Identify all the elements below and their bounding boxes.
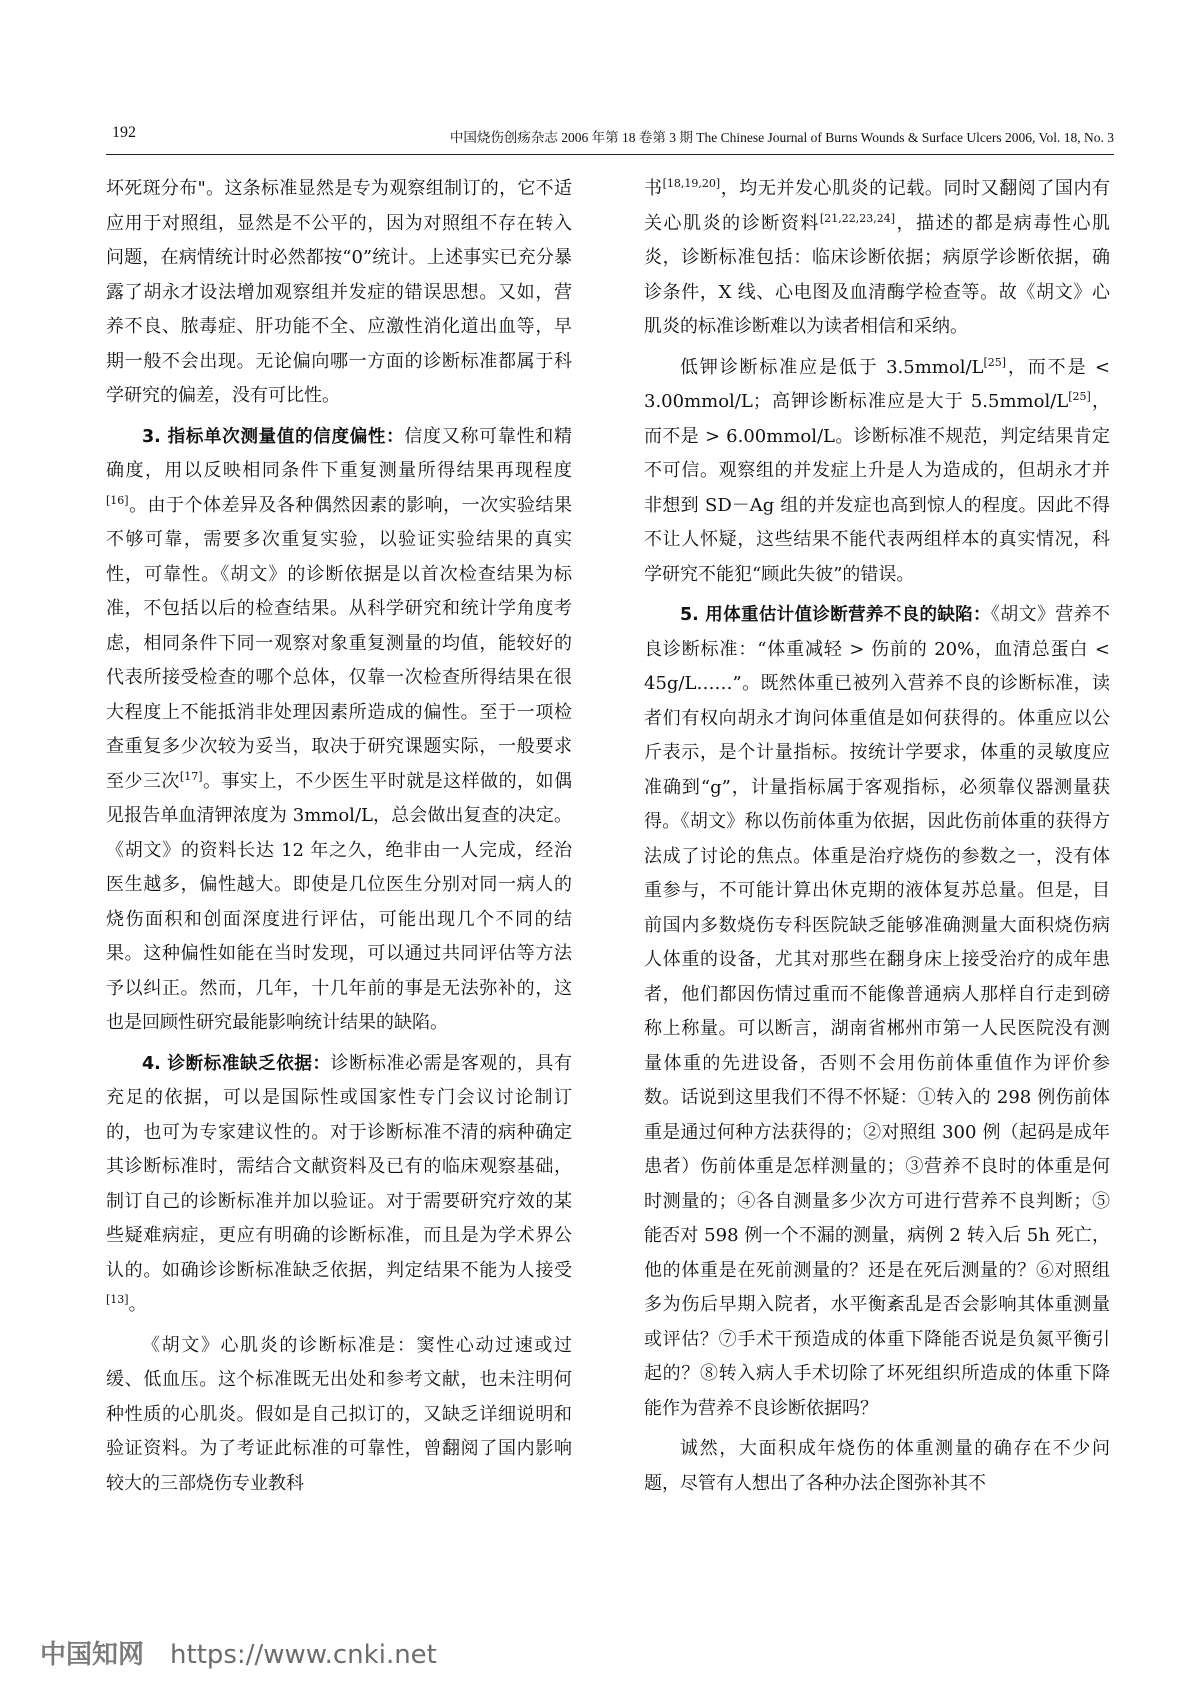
paragraph-diagnosis-criteria: 4. 诊断标准缺乏依据：诊断标准必需是客观的，具有充足的依据，可以是国际性或国家性专门会议讨论制订的，也可为专家建议性的。对于诊断标准不清的病种确定其诊断标准时，需结合文献资料及已有的临床观察基础，制订自己的诊断标准并加以验证。对于需要研究疗效的某些疑难病症，更应有明确的诊断标准，而且是为学术界公认的。如确诊诊断标准缺乏依据，判定结果不能为人接受[13]。 <box>106 1052 572 1315</box>
citation: [17] <box>179 769 203 783</box>
paragraph-body-weight: 5. 用体重估计值诊断营养不良的缺陷：《胡文》营养不良诊断标准：“体重减轻 > 伤前的 20%，血清总蛋白 < 45g/L……”。既然体重已被列入营养不良的诊断标准，读者们有权向胡永才询问体重值是如何获得的。体重应以公斤表示，是个计量指标。按统计学要求，体重的灵敏度应准确到“g”，计量指标属于客观指标，必须靠仪器测量获得。《胡文》称以伤前体重为依据，因此伤前体重的获得方法成了讨论的焦点。体重是治疗烧伤的参数之一，没有体重参与，不可能计算出休克期的液体复苏总量。但是，目前国内多数烧伤专科医院缺乏能够准确测量大面积烧伤病人体重的设备，尤其对那些在翻身床上接受治疗的成年患者，他们都因伤情过重而不能像普通病人那样自行走到磅称上称量。可以断言，湖南省郴州市第一人民医院没有测量体重的先进设备，否则不会用伤前体重值作为评价参数。话说到这里我们不得不怀疑：①转入的 298 例伤前体重是通过何种方法获得的；②对照组 300 例（起码是成年患者）伤前体重是怎样测量的；③营养不良时的体重是何时测量的；④各自测量多少次方可进行营养不良判断；⑤能否对 598 例一个不漏的测量，病例 2 转入后 5h 死亡，他的体重是在死前测量的？还是在死后测量的？⑥对照组多为伤后早期入院者，水平衡紊乱是否会影响其体重测量或评估？⑦手术干预造成的体重下降能否说是负氮平衡引起的？⑧转入病人手术切除了坏死组织所造成的体重下降能作为营养不良诊断依据吗？ <box>644 604 1110 1419</box>
citation: [25] <box>1068 390 1091 403</box>
citation: [25] <box>983 355 1007 369</box>
paragraph-continued: 坏死斑分布"。这条标准显然是专为观察组制订的，它不适应用于对照组，显然是不公平的，因为对照组不存在转入问题，在病情统计时必然都按“0”统计。上述事实已充分暴露了胡永才设法增加观察组并发症的错误思想。又如，营养不良、脓毒症、肝功能不全、应激性消化道出血等，早期一般不会出现。无论偏向哪一方面的诊断标准都属于科学研究的偏差，没有可比性。 <box>106 178 572 406</box>
paragraph-potassium: 低钾诊断标准应是低于 3.5mmol/L[25]，而不是 < 3.00mmol/L；高钾诊断标准应是大于 5.5mmol/L[25]，而不是 > 6.00mmol/L。诊断标准不规范，判定结果肯定不可信。观察组的并发症上升是人为造成的，但胡永才并非想到 SD－Ag 组的并发症也高到惊人的程度。因此不得不让人怀疑，这些结果不能代表两组样本的真实情况，科学研究不能犯“顾此失彼”的错误。 <box>644 355 1111 585</box>
paragraph-conclusion: 诚然，大面积成年烧伤的体重测量的确存在不少问题，尽管有人想出了各种办法企图弥补其不 <box>644 1438 1110 1494</box>
section-heading: 5. 用体重估计值诊断营养不良的缺陷： <box>680 605 991 625</box>
paragraph-reliability-bias: 3. 指标单次测量值的信度偏性：信度又称可靠性和精确度，用以反映相同条件下重复测量所得结果再现程度[16]。由于个体差异及各种偶然因素的影响，一次实验结果不够可靠，需要多次重复实验，以验证实验结果的真实性，可靠性。《胡文》的诊断依据是以首次检查结果为标准，不包括以后的检查结果。从科学研究和统计学角度考虑，相同条件下同一观察对象重复测量的均值，能较好的代表所接受检查的哪个总体，仅靠一次检查所得结果在很大程度上不能抵消非处理因素所造成的偏性。至于一项检查重复多少次较为妥当，取决于研究课题实际，一般要求至少三次[17]。事实上，不少医生平时就是这样做的，如偶见报告单血清钾浓度为 3mmol/L，总会做出复查的决定。《胡文》的资料长达 12 年之久，绝非由一人完成，经治医生越多，偏性越大。即使是几位医生分别对同一病人的烧伤面积和创面深度进行评估，可能出现几个不同的结果。这种偏性如能在当时发现，可以通过共同评估等方法予以纠正。然而，几年，十几年前的事是无法弥补的，这也是回顾性研究最能影响统计结果的缺陷。 <box>106 425 573 1033</box>
cnki-logo: 中国知网 <box>40 1640 145 1670</box>
cnki-url[interactable]: https://www.cnki.net <box>170 1640 437 1670</box>
citation: [13] <box>106 1293 129 1306</box>
watermark-footer <box>40 1634 437 1671</box>
section-heading: 3. 指标单次测量值的信度偏性： <box>142 426 405 447</box>
journal-citation: 中国烧伤创疡杂志 2006 年第 18 卷第 3 期 The Chinese Journal of Burns Wounds & Surface Ulcers 2006, Vol. 18, No. 3 <box>449 130 1114 145</box>
citation: [16] <box>106 493 129 507</box>
citation: [18,19,20] <box>662 177 721 190</box>
left-column <box>106 172 572 1507</box>
page-number: 192 <box>112 124 136 141</box>
paragraph-textbooks: 书[18,19,20]，均无并发心肌炎的记载。同时又翻阅了国内有关心肌炎的诊断资料[21,22,23,24]，描述的都是病毒性心肌炎，诊断标准包括：临床诊断依据；病原学诊断依据，确诊条件，X 线、心电图及血清酶学检查等。故《胡文》心肌炎的标准诊断难以为读者相信和采纳。 <box>644 177 1111 337</box>
paragraph-myocarditis: 《胡文》心肌炎的诊断标准是：窦性心动过速或过缓、低血压。这个标准既无出处和参考文献，也未注明何种性质的心肌炎。假如是自己拟订的，又缺乏详细说明和验证资料。为了考证此标准的可靠性，曾翻阅了国内影响较大的三部烧伤专业教科 <box>106 1334 572 1494</box>
right-column <box>644 172 1110 1507</box>
citation: [21,22,23,24] <box>819 211 895 225</box>
running-header <box>106 124 1114 155</box>
section-heading: 4. 诊断标准缺乏依据： <box>142 1053 331 1074</box>
